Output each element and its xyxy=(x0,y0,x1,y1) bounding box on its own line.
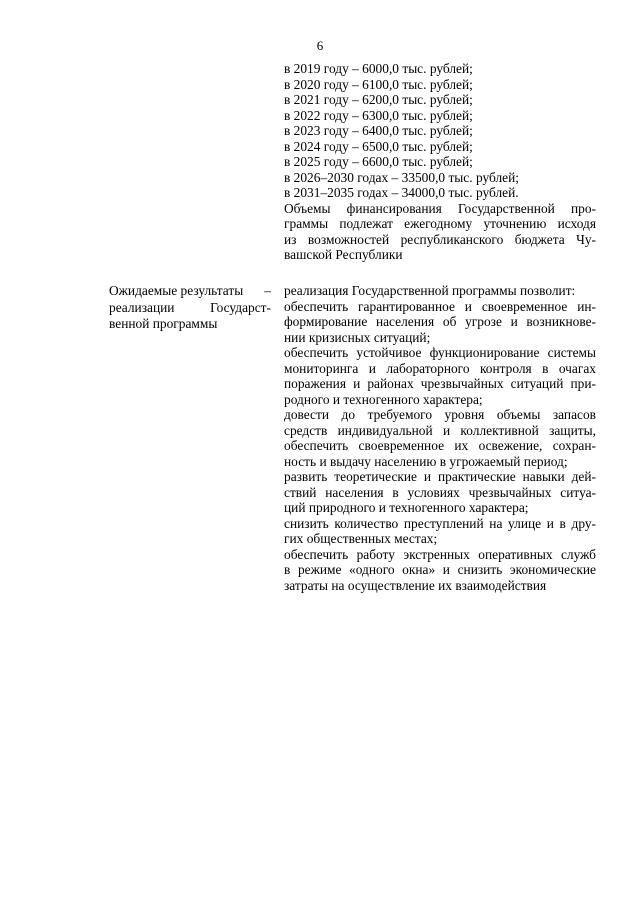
results-body-line: развить теоретические и практические навыки дей- xyxy=(284,469,596,484)
results-body-line: ций природного и техногенного характера; xyxy=(284,500,529,515)
results-body-line: ность и выдачу населению в угрожаемый период; xyxy=(284,453,568,469)
results-label-line: венной программы xyxy=(109,316,218,331)
results-body-line: гих общественных местах; xyxy=(284,531,438,546)
results-body-line: ствий населения в условиях чрезвычайных ситуа- xyxy=(284,484,596,500)
results-body xyxy=(284,283,596,593)
funding-year-line: в 2021 году – 6200,0 тыс. рублей; xyxy=(284,92,473,107)
results-body-line: мониторинга и лабораторного контроля в очагах xyxy=(284,360,596,376)
results-body-line: обеспечить своевременное их освежение, сохран- xyxy=(284,438,596,453)
results-body-line: поражения и районах чрезвычайных ситуаций при- xyxy=(284,376,596,391)
funding-note-line: из возможностей республиканского бюджета Чу- xyxy=(284,231,596,247)
funding-year-line: в 2022 году – 6300,0 тыс. рублей; xyxy=(284,107,473,123)
results-body-line: средств индивидуальной и коллективной защиты, xyxy=(284,422,596,438)
funding-note-line: граммы подлежат ежегодному уточнению исходя xyxy=(284,216,596,231)
results-label xyxy=(109,283,271,333)
results-body-line: формирование населения об угрозе и возникнове- xyxy=(284,314,596,329)
funding-note-line: вашской Республики xyxy=(284,247,403,262)
results-body-line: обеспечить устойчивое функционирование системы xyxy=(284,345,596,360)
page-number: 6 xyxy=(316,38,324,53)
results-body-line: довести до требуемого уровня объемы запасов xyxy=(284,407,596,422)
funding-year-line: в 2019 году – 6000,0 тыс. рублей; xyxy=(284,61,473,76)
funding-year-line: в 2024 году – 6500,0 тыс. рублей; xyxy=(284,138,473,154)
funding-section xyxy=(284,61,596,263)
funding-note-line: Объемы финансирования Государственной про- xyxy=(284,200,596,216)
funding-year-line: в 2023 году – 6400,0 тыс. рублей; xyxy=(284,123,473,138)
results-label-first-line xyxy=(109,283,271,300)
results-label-line: Ожидаемые результаты xyxy=(109,283,244,298)
results-body-line: родного и техногенного характера; xyxy=(284,391,483,407)
results-body-line: обеспечить работу экстренных оперативных служб xyxy=(284,546,596,562)
results-body-line: обеспечить гарантированное и своевременное ин- xyxy=(284,298,596,314)
results-body-line: реализация Государственной программы позволит: xyxy=(284,283,576,298)
funding-year-line: в 2031–2035 годах – 34000,0 тыс. рублей. xyxy=(284,185,519,200)
results-body-line: затраты на осуществление их взаимодействия xyxy=(284,577,547,593)
results-body-line: нии кризисных ситуаций; xyxy=(284,329,431,345)
funding-year-line: в 2026–2030 годах – 33500,0 тыс. рублей; xyxy=(284,169,519,185)
funding-year-line: в 2025 году – 6600,0 тыс. рублей; xyxy=(284,154,473,169)
results-label-line: реализации Государст- xyxy=(109,299,271,315)
results-body-line: в режиме «одного окна» и снизить экономические xyxy=(284,562,596,577)
funding-year-line: в 2020 году – 6100,0 тыс. рублей; xyxy=(284,76,473,92)
results-label-dash: – xyxy=(264,283,271,298)
results-body-line: снизить количество преступлений на улице и в дру- xyxy=(284,515,596,531)
